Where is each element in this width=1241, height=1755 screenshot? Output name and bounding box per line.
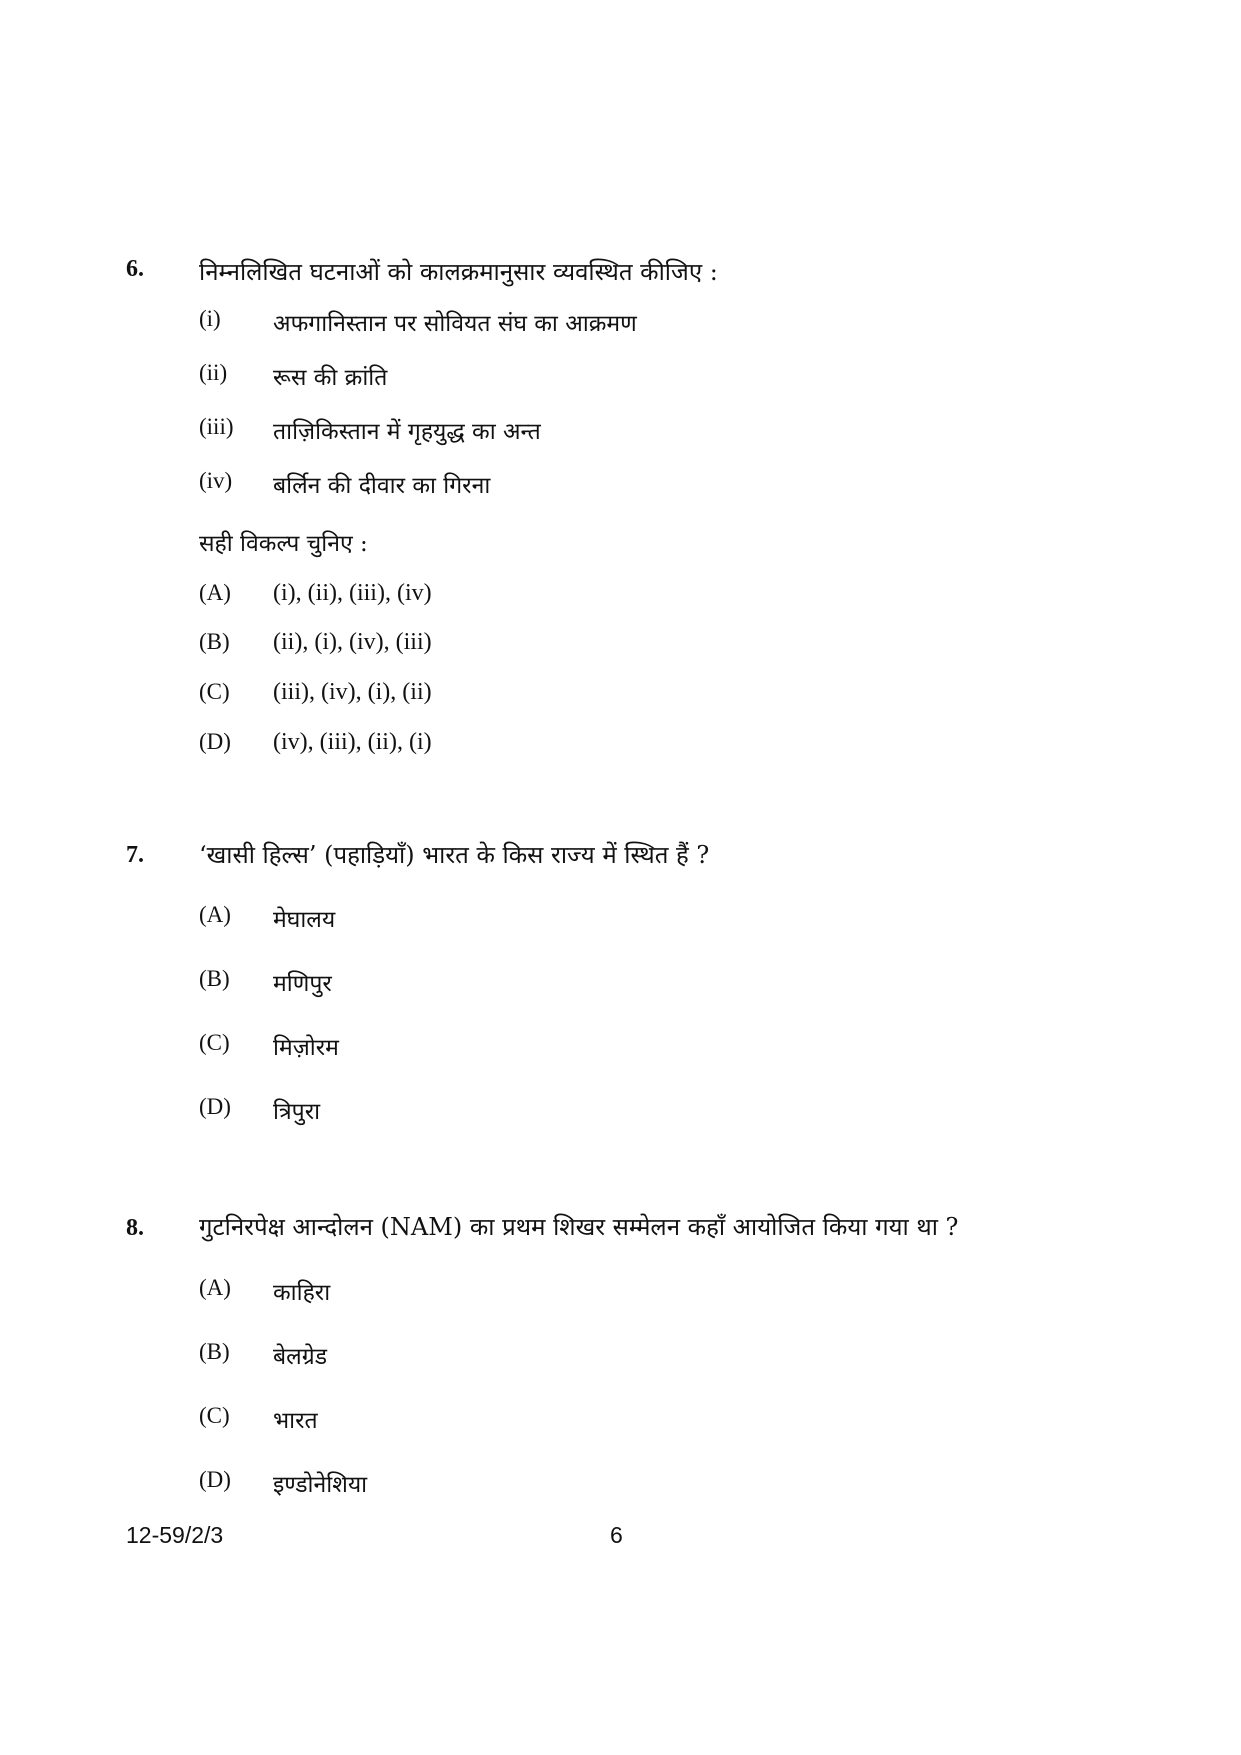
- page-number: 6: [610, 1522, 623, 1548]
- question-number: 7.: [126, 842, 144, 868]
- option-text: इण्डोनेशिया: [273, 1472, 368, 1498]
- option-text: मिज़ोरम: [273, 1035, 339, 1061]
- option-text: त्रिपुरा: [273, 1099, 321, 1125]
- statement-text: ताज़िकिस्तान में गृहयुद्ध का अन्त: [273, 419, 541, 445]
- option-text: भारत: [273, 1408, 318, 1434]
- statement-text: बर्लिन की दीवार का गिरना: [273, 473, 491, 499]
- option-label: (B): [199, 1339, 230, 1364]
- option-text: (i), (ii), (iii), (iv): [273, 580, 432, 606]
- option-text: बेलग्रेड: [273, 1344, 328, 1370]
- option-text: काहिरा: [273, 1280, 331, 1306]
- option-label: (C): [199, 1030, 230, 1055]
- option-text: (iii), (iv), (i), (ii): [273, 679, 432, 705]
- statement-label: (iv): [199, 468, 233, 493]
- option-text: (iv), (iii), (ii), (i): [273, 729, 432, 755]
- option-label: (C): [199, 1403, 230, 1428]
- option-text: मणिपुर: [273, 971, 332, 997]
- option-text: मेघालय: [273, 907, 336, 933]
- option-label: (D): [199, 729, 231, 754]
- option-label: (C): [199, 679, 230, 704]
- statement-text: रूस की क्रांति: [273, 365, 388, 391]
- paper-code: 12-59/2/3: [126, 1522, 224, 1548]
- option-label: (D): [199, 1467, 231, 1492]
- option-label: (A): [199, 1275, 231, 1300]
- option-text: (ii), (i), (iv), (iii): [273, 629, 432, 655]
- option-label: (A): [199, 580, 231, 605]
- question-text: ‘खासी हिल्स’ (पहाड़ियाँ) भारत के किस राज्य में स्थित हैं ?: [199, 841, 710, 869]
- option-label: (B): [199, 629, 230, 654]
- instruction-text: सही विकल्प चुनिए :: [199, 531, 368, 557]
- option-label: (A): [199, 902, 231, 927]
- question-text: निम्नलिखित घटनाओं को कालक्रमानुसार व्यवस्थित कीजिए :: [199, 258, 718, 286]
- question-number: 6.: [126, 256, 144, 282]
- option-label: (D): [199, 1094, 231, 1119]
- question-text: गुटनिरपेक्ष आन्दोलन (NAM) का प्रथम शिखर सम्मेलन कहाँ आयोजित किया गया था ?: [199, 1213, 959, 1241]
- statement-label: (ii): [199, 360, 228, 385]
- statement-label: (i): [199, 306, 221, 331]
- option-label: (B): [199, 966, 230, 991]
- statement-text: अफगानिस्तान पर सोवियत संघ का आक्रमण: [273, 311, 637, 337]
- statement-label: (iii): [199, 414, 234, 439]
- question-number: 8.: [126, 1215, 144, 1241]
